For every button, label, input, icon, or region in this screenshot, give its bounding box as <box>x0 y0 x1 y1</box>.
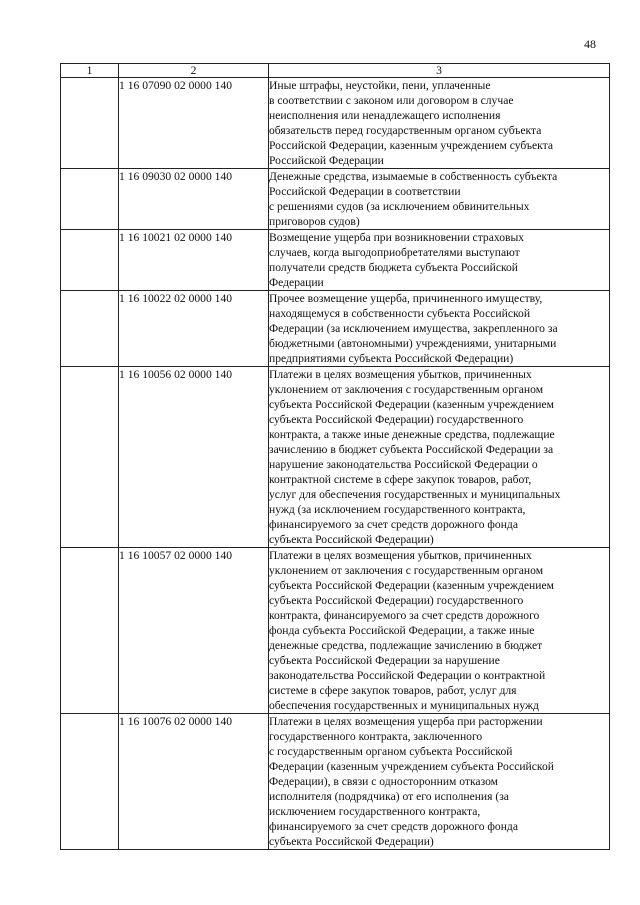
table-row <box>61 291 610 367</box>
table-row <box>61 230 610 291</box>
table-row <box>61 78 610 169</box>
table-body <box>61 78 610 850</box>
income-code: 1 16 10057 02 0000 140 <box>119 548 269 714</box>
row-col-1 <box>61 548 119 714</box>
income-description: Возмещение ущерба при возникновении страховых случаев, когда выгодоприобретателями выступают получатели средств бюджета субъекта Российской Федерации <box>269 230 610 291</box>
table-row <box>61 714 610 850</box>
header-col-2: 2 <box>119 64 269 78</box>
table-row <box>61 548 610 714</box>
income-description: Платежи в целях возмещения убытков, причиненных уклонением от заключения с государственным органом субъекта Российской Федерации (казенным учреждением субъекта Российской Федерации) государственного контракта, финансируемого за счет средств дорожного фонда субъекта Российской Федерации, а также иные денежные средства, подлежащие зачислению в бюджет субъекта Российской Федерации за нарушение законодательства Российской Федерации о контрактной системе в сфере закупок товаров, работ, услуг для обеспечения государственных и муниципальных нужд <box>269 548 610 714</box>
header-row <box>61 64 610 78</box>
page-number: 48 <box>584 37 596 51</box>
table-row <box>61 367 610 548</box>
budget-codes-table <box>60 63 610 850</box>
table-header <box>61 64 610 78</box>
income-code: 1 16 07090 02 0000 140 <box>119 78 269 169</box>
income-description: Платежи в целях возмещения ущерба при расторжении государственного контракта, заключенного с государственным органом субъекта Российской Федерации (казенным учреждением субъекта Российской Федерации), в связи с односторонним отказом исполнителя (подрядчика) от его исполнения (за исключением государственного контракта, финансируемого за счет средств дорожного фонда субъекта Российской Федерации) <box>269 714 610 850</box>
income-description: Иные штрафы, неустойки, пени, уплаченные в соответствии с законом или договором в случае неисполнения или ненадлежащего исполнения обязательств перед государственным органом субъекта Российской Федерации, казенным учреждением субъекта Российской Федерации <box>269 78 610 169</box>
row-col-1 <box>61 169 119 230</box>
header-col-1: 1 <box>61 64 119 78</box>
income-description: Прочее возмещение ущерба, причиненного имуществу, находящемуся в собственности субъекта Российской Федерации (за исключением имущества, закрепленного за бюджетными (автономными) учреждениями, унитарными предприятиями субъекта Российской Федерации) <box>269 291 610 367</box>
income-description: Платежи в целях возмещения убытков, причиненных уклонением от заключения с государственным органом субъекта Российской Федерации (казенным учреждением субъекта Российской Федерации) государственного контракта, а также иные денежные средства, подлежащие зачислению в бюджет субъекта Российской Федерации за нарушение законодательства Российской Федерации о контрактной системе в сфере закупок товаров, работ, услуг для обеспечения государственных и муниципальных нужд (за исключением государственного контракта, финансируемого за счет средств дорожного фонда субъекта Российской Федерации) <box>269 367 610 548</box>
header-col-3: 3 <box>269 64 610 78</box>
income-description: Денежные средства, изымаемые в собственность субъекта Российской Федерации в соответствии с решениями судов (за исключением обвинительных приговоров судов) <box>269 169 610 230</box>
income-code: 1 16 10022 02 0000 140 <box>119 291 269 367</box>
income-code: 1 16 09030 02 0000 140 <box>119 169 269 230</box>
table-row <box>61 169 610 230</box>
income-code: 1 16 10076 02 0000 140 <box>119 714 269 850</box>
row-col-1 <box>61 714 119 850</box>
income-code: 1 16 10021 02 0000 140 <box>119 230 269 291</box>
row-col-1 <box>61 291 119 367</box>
row-col-1 <box>61 78 119 169</box>
income-code: 1 16 10056 02 0000 140 <box>119 367 269 548</box>
row-col-1 <box>61 367 119 548</box>
row-col-1 <box>61 230 119 291</box>
